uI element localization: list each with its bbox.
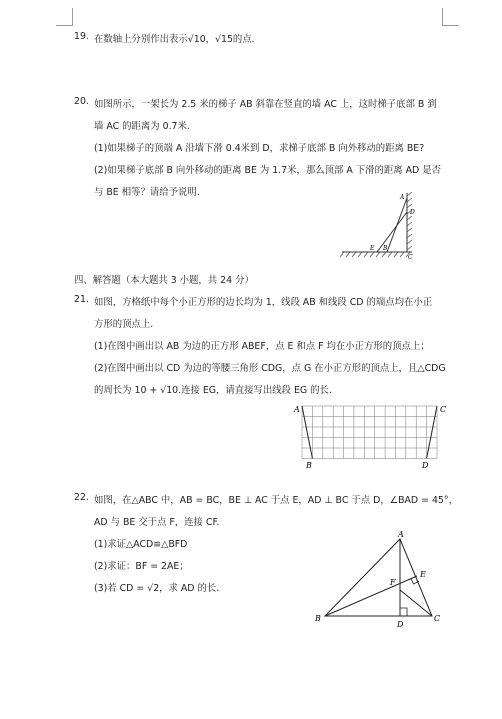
q22-part2: (2)求证：BF = 2AE； <box>94 561 189 572</box>
ladder-figure <box>340 190 420 260</box>
fig20-label-E: E <box>370 245 375 252</box>
fig20-label-B: B <box>383 245 388 252</box>
q22-number: 22. <box>74 492 89 503</box>
fig22-label-E: E <box>420 570 426 579</box>
fig22-label-F: F <box>390 578 396 587</box>
fig20-label-C: C <box>408 254 413 260</box>
fig22-label-A: A <box>398 530 404 539</box>
fig21-label-B: B <box>306 461 312 470</box>
q21-part2-line2: 的周长为 10 + √10.连接 EG，请直接写出线段 EG 的长. <box>94 385 332 396</box>
fig21-label-C: C <box>440 405 447 414</box>
q20-part2-line1: (2)如果梯子底部 B 向外移动的距离 BE 为 1.7米，那么顶部 A 下滑的距离 AD 是否 <box>94 165 441 176</box>
q20-part2-line2: 与 BE 相等？请给予说明. <box>94 187 200 198</box>
q20-line1: 如图所示，一架长为 2.5 米的梯子 AB 斜靠在竖直的墙 AC 上，这时梯子底部 B 到 <box>94 99 437 110</box>
q20-line2: 墙 AC 的距离为 0.7米. <box>94 121 190 132</box>
q21-line1: 如图，方格纸中每个小正方形的边长均为 1，线段 AB 和线段 CD 的端点均在小正 <box>94 297 433 308</box>
segment-CD <box>427 406 437 459</box>
fig21-label-D: D <box>422 461 429 470</box>
fig20-label-A: A <box>400 194 405 201</box>
fig20-label-D: D <box>410 209 415 216</box>
q21-line2: 方形的顶点上. <box>94 319 154 330</box>
segment-AB <box>302 406 312 459</box>
fig22-label-B: B <box>315 614 321 623</box>
q20-number: 20. <box>74 96 89 107</box>
q21-number: 21. <box>74 294 89 305</box>
fig22-label-C: C <box>434 614 441 623</box>
crop-mark-right-horizontal <box>442 25 459 26</box>
segment-BE <box>325 576 417 616</box>
q22-line2: AD 与 BE 交于点 F，连接 CF. <box>94 517 220 528</box>
crop-mark-right-vertical <box>442 8 443 26</box>
crop-mark-left-horizontal <box>56 25 73 26</box>
fig22-label-D: D <box>397 620 404 629</box>
q22-line1: 如图，在△ABC 中，AB = BC，BE ⊥ AC 于点 E，AD ⊥ BC 于点 D，∠BAD = 45°， <box>94 495 458 506</box>
q19-text: 在数轴上分别作出表示√10，√15的点. <box>94 34 255 45</box>
q19-number: 19. <box>74 31 89 42</box>
q21-part1: (1)在图中画出以 AB 为边的正方形 ABEF，点 E 和点 F 均在小正方形的顶点上； <box>94 341 430 352</box>
q22-part1: (1)求证△ACD≌△BFD <box>94 539 188 550</box>
ladder-DE <box>377 212 407 252</box>
crop-mark-left-vertical <box>72 8 73 26</box>
triangle-figure <box>310 528 450 630</box>
fig21-label-A: A <box>294 405 300 414</box>
grid-figure <box>292 402 452 470</box>
q22-part3: (3)若 CD = √2，求 AD 的长. <box>94 583 220 594</box>
q21-part2-line1: (2)在图中画出以 CD 为边的等腰三角形 CDG，点 G 在小正方形的顶点上，且△CDG <box>94 363 446 374</box>
section-four-title: 四、解答题（本大题共 3 小题，共 24 分） <box>74 275 254 286</box>
segment-CF <box>400 590 432 616</box>
q20-part1: (1)如果梯子的顶端 A 沿墙下滑 0.4米到 D，求梯子底部 B 向外移动的距离 BE? <box>94 143 425 154</box>
